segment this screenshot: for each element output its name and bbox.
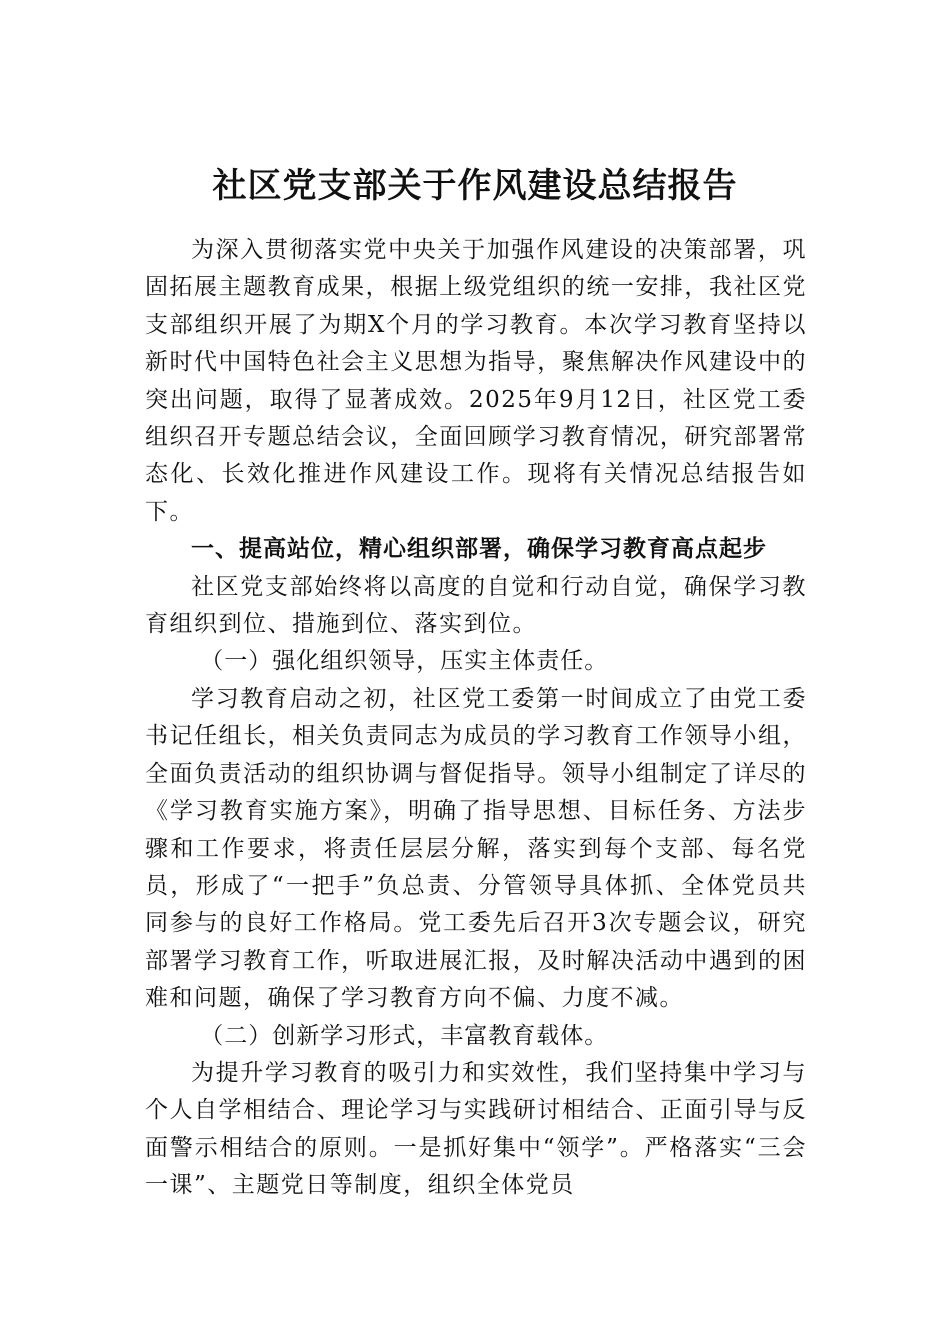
subsection-1-heading: （一）强化组织领导，压实主体责任。	[200, 648, 609, 675]
section-1-lead-paragraph: 社区党支部始终将以高度的自觉和行动自觉，确保学习教育组织到位、措施到位、落实到位。	[145, 573, 807, 638]
document-body	[145, 232, 807, 1205]
section-1-heading: 一、提高站位，精心组织部署，确保学习教育高点起步	[191, 536, 767, 563]
intro-paragraph: 为深入贯彻落实党中央关于加强作风建设的决策部署，巩固拓展主题教育成果，根据上级党组织的统一安排，我社区党支部组织开展了为期X个月的学习教育。本次学习教育坚持以新时代中国特色社会主义思想为指导，聚焦解决作风建设中的突出问题，取得了显著成效。2025年9月12日，社区党工委组织召开专题总结会议，全面回顾学习教育情况，研究部署常态化、长效化推进作风建设工作。现将有关情况总结报告如下。	[145, 237, 807, 525]
subsection-2-paragraph: 为提升学习教育的吸引力和实效性，我们坚持集中学习与个人自学相结合、理论学习与实践研讨相结合、正面引导与反面警示相结合的原则。一是抓好集中“领学”。严格落实“三会一课”、主题党日等制度，组织全体党员	[145, 1059, 807, 1199]
subsection-1-paragraph: 学习教育启动之初，社区党工委第一时间成立了由党工委书记任组长，相关负责同志为成员的学习教育工作领导小组，全面负责活动的组织协调与督促指导。领导小组制定了详尽的《学习教育实施方案》，明确了指导思想、目标任务、方法步骤和工作要求，将责任层层分解，落实到每个支部、每名党员，形成了“一把手”负总责、分管领导具体抓、全体党员共同参与的良好工作格局。党工委先后召开3次专题会议，研究部署学习教育工作，听取进展汇报，及时解决活动中遇到的困难和问题，确保了学习教育方向不偏、力度不减。	[145, 685, 807, 1012]
document-title: 社区党支部关于作风建设总结报告	[212, 166, 738, 206]
subsection-2-heading: （二）创新学习形式，丰富教育载体。	[200, 1022, 609, 1049]
